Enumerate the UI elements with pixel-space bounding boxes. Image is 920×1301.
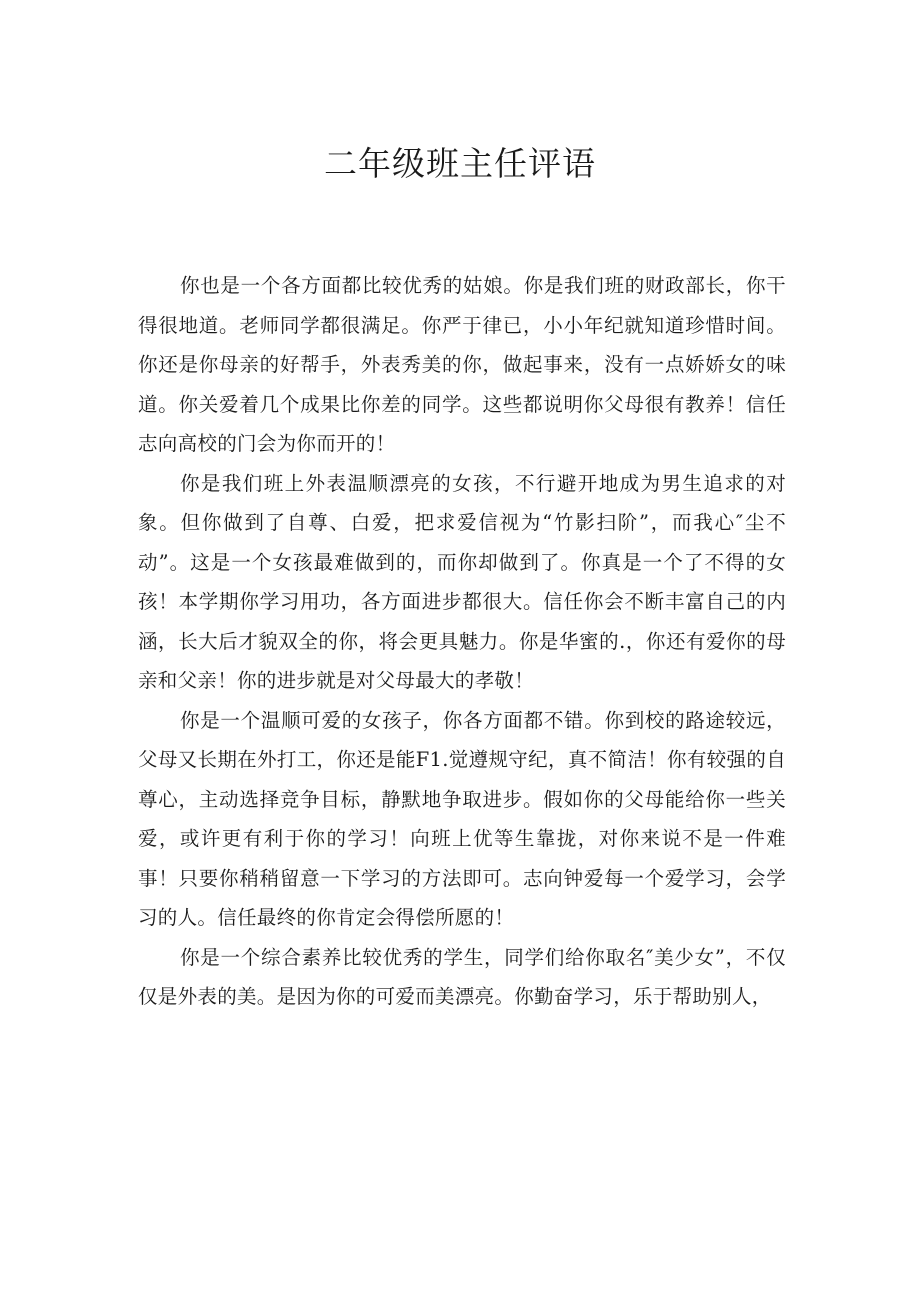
paragraph-1: 你也是一个各方面都比较优秀的姑娘。你是我们班的财政部长，你干得很地道。老师同学都很满足。你严于律已，小小年纪就知道珍惜时间。你还是你母亲的好帮手，外表秀美的你，做起事来，没有一点娇娇女的味道。你关爱着几个成果比你差的同学。这些都说明你父母很有教养！信任志向高校的门会为你而开的！ xyxy=(138,274,786,455)
document-body xyxy=(138,266,786,1017)
page-title: 二年级班主任评语 xyxy=(324,144,596,183)
paragraph-2: 你是我们班上外表温顺漂亮的女孩，不行避开地成为男生追求的对象。但你做到了自尊、白爱，把求爱信视为“竹影扫阶”，而我心″尘不动”。这是一个女孩最难做到的，而你却做到了。你真是一个了不得的女孩！本学期你学习用功，各方面进步都很大。信任你会不断丰富自己的内涵，长大后才貌双全的你，将会更具魅力。你是华蜜的.，你还有爱你的母亲和父亲！你的进步就是对父母最大的孝敬！ xyxy=(138,471,786,692)
paragraph-3: 你是一个温顺可爱的女孩子，你各方面都不错。你到校的路途较远，父母又长期在外打工，你还是能F1.觉遵规守纪，真不简洁！你有较强的自尊心，主动选择竞争目标，静默地争取进步。假如你的父母能给你一些关爱，或许更有利于你的学习！向班上优等生靠拢，对你来说不是一件难事！只要你稍稍留意一下学习的方法即可。志向钟爱每一个爱学习，会学习的人。信任最终的你肯定会得偿所愿的！ xyxy=(138,708,786,929)
paragraph-4: 你是一个综合素养比较优秀的学生，同学们给你取名″美少女”，不仅仅是外表的美。是因为你的可爱而美漂亮。你勤奋学习，乐于帮助别人， xyxy=(138,945,786,1008)
